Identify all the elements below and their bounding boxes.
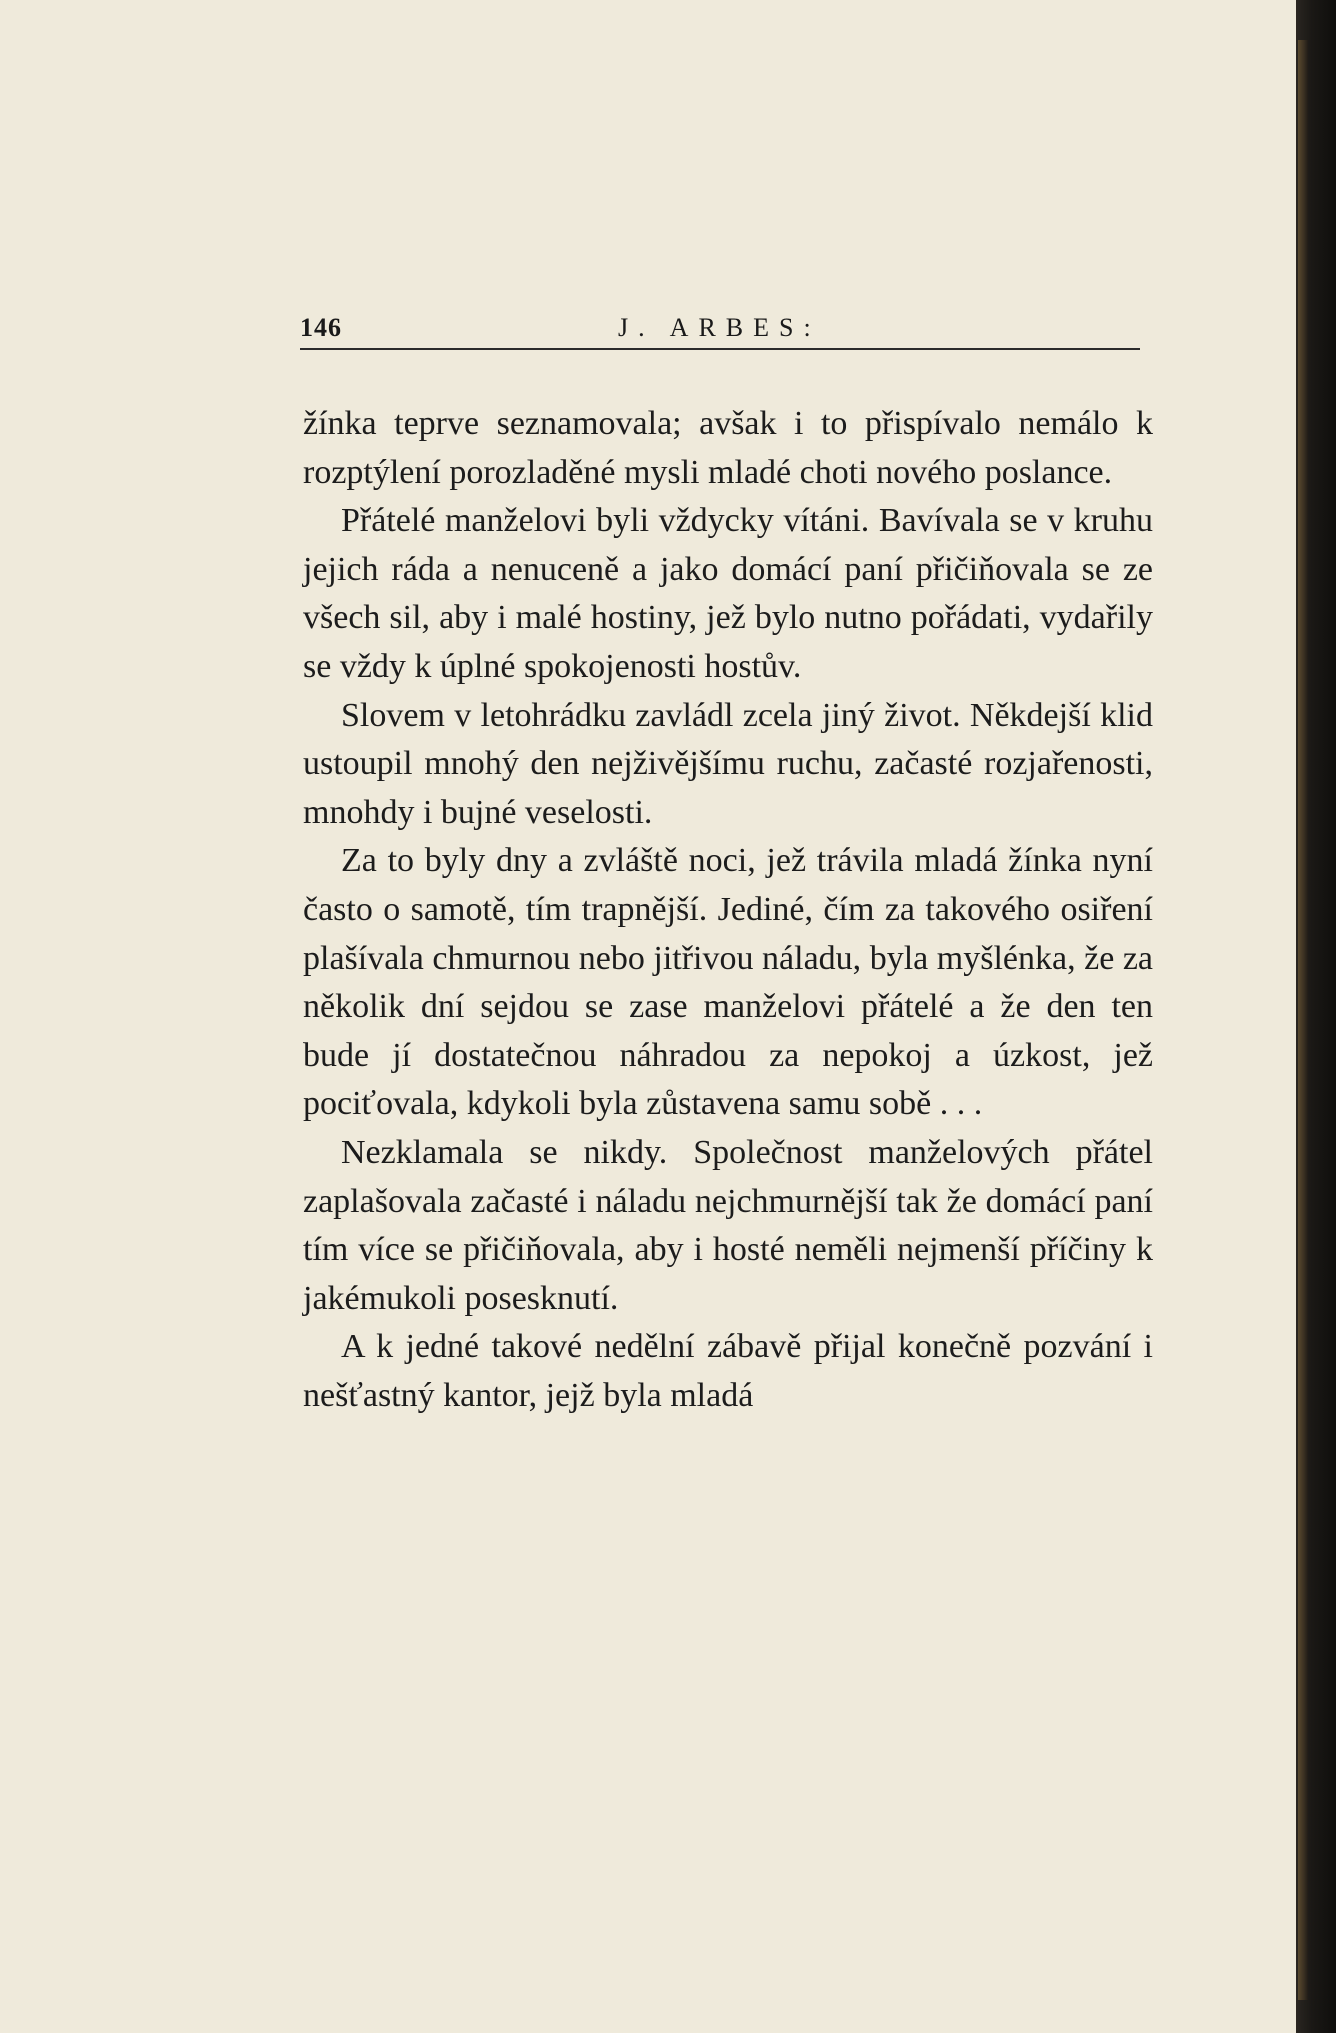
paragraph: Slovem v letohrádku zavládl zcela jiný život. Někdejší klid ustoupil mnohý den nejživějšímu ruchu, začasté rozjařenosti, mnohdy i bujné veselosti. bbox=[303, 696, 1153, 831]
running-head: J. ARBES: bbox=[618, 313, 821, 342]
paragraph: Nezklamala se nikdy. Společnost manželových přátel zaplašovala začasté i náladu nejchmurnější tak že domácí paní tím více se přičiňovala, aby i hosté neměli nejmenší příčiny k jakémukoli posesknutí. bbox=[303, 1133, 1153, 1317]
page-number: 146 bbox=[300, 313, 342, 342]
header-rule bbox=[300, 348, 1140, 350]
page-header bbox=[300, 313, 1140, 353]
body-text bbox=[303, 400, 1153, 1420]
paragraph: Přátelé manželovi byli vždycky vítáni. Bavívala se v kruhu jejich ráda a nenuceně a jako domácí paní přičiňovala se ze všech sil, aby i malé hostiny, jež bylo nutno pořádati, vydařily se vždy k úplné spokojenosti hostův. bbox=[303, 502, 1153, 685]
page-edge-shadow bbox=[1298, 40, 1308, 2000]
paragraph: A k jedné takové nedělní zábavě přijal konečně pozvání i nešťastný kantor, jejž byla mladá bbox=[303, 1328, 1153, 1414]
paragraph: žínka teprve seznamovala; avšak i to přispívalo nemálo k rozptýlení porozladěné mysli mladé choti nového poslance. bbox=[303, 405, 1153, 491]
paragraph: Za to byly dny a zvláště noci, jež trávila mladá žínka nyní často o samotě, tím trapnější. Jediné, čím za takového osiření plašívala chmurnou nebo jitřivou náladu, byla myšlénka, že za několik dní sejdou se zase manželovi přátelé a že den ten bude jí dostatečnou náhradou za nepokoj a úzkost, jež pociťovala, kdykoli byla zůstavena samu sobě . . . bbox=[303, 842, 1153, 1123]
